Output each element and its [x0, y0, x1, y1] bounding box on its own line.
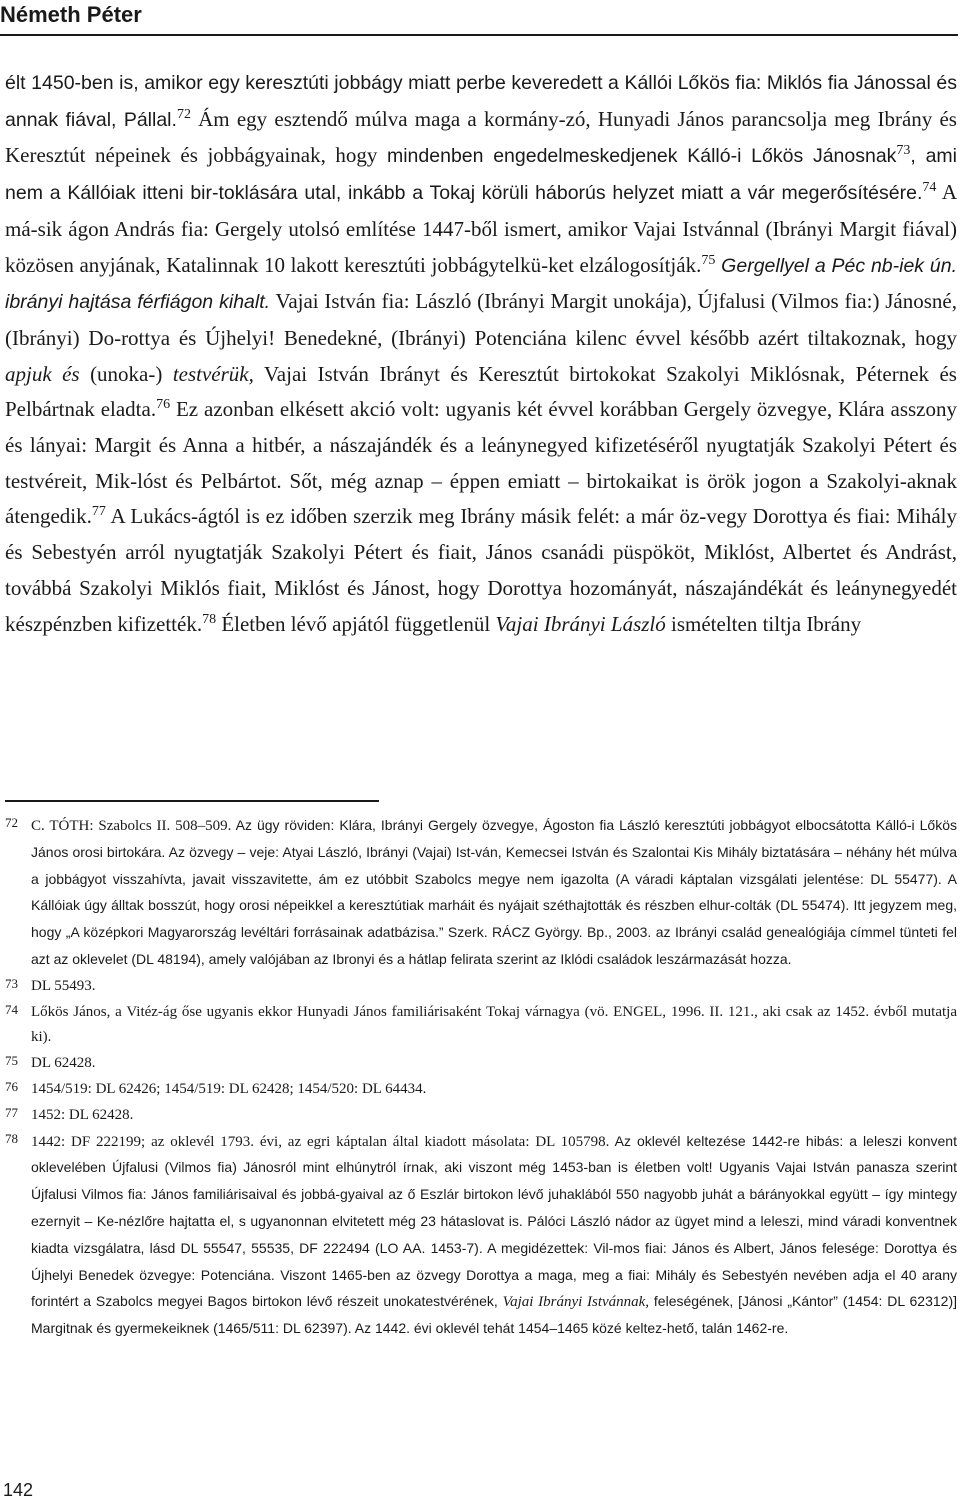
footnote-74	[5, 1000, 957, 1052]
footnote-ref-77[interactable]: 77	[91, 504, 106, 520]
main-paragraph	[5, 65, 957, 642]
text-run: Vajai István fia: László (Ibrányi Margit unokája), Újfalusi (Vilmos fia:) Jánosné, (Ibrányi) Do-rottya és Újhelyi! Benedekné, (Ibrányi) Potenciána kilenc évvel később azért tiltakoznak, hogy	[5, 289, 957, 350]
text-run-italic: Vajai Ibrányi László	[495, 611, 666, 636]
footnote-number: 74	[5, 1001, 18, 1017]
text-run: (unoka-)	[79, 361, 173, 386]
footnote-number: 76	[5, 1078, 18, 1094]
footnote-72	[5, 813, 957, 974]
footnote-run: Ugyanis Vajai István panasza szerint Újfalusi Vilmos fia: János familiárisaival és jobbá-gyaival az ő Eszlár birtokon lévő juhaklából 550 nagyobb juhát a bárányokkal együtt – így mintegy ezernyit – Ke-nézlőre hajtatta el, s ugyanonnan elvitetett még 23 hátaslovat is. Pálóci László nádor az ügyet mind a leleszi, mind váradi konventnek kiadta vizsgálatra, lásd DL 55547, 55535, DF 222494 (LO AA. 1453-7). A megidézettek: Vil-mos fiai: János és Albert, János felesége: Dorottya és Újhelyi Benedek özvegye: Potenciána.	[31, 1159, 957, 1283]
footnote-run: 1442: DF 222199; az oklevél 1793. évi, az egri káptalan által kiadott másolata: DL 105798.	[31, 1133, 610, 1150]
footnote-run: Az oklevél keltezése 1442-re hibás: a leleszi konvent oklevelében Újfalusi (Vilmos fia) Jánosról mint elhúnytról írnak, aki viszont még 1453-ban is életben volt!	[31, 1132, 957, 1176]
footnote-text: DL 55493.	[31, 977, 96, 994]
footnote-number: 75	[5, 1053, 18, 1069]
header-rule	[0, 34, 958, 36]
text-run: ismételten tiltja Ibrány	[665, 611, 862, 636]
footnote-ref-73[interactable]: 73	[896, 143, 911, 159]
text-run: Ez azonban elkésett akció volt: ugyanis két évvel korábban Gergely özvegye, Klára asszony és lányai: Margit és Anna a hitbér, a nászajándék és a leánynegyed kifizetéséről nyugtatják Szakolyi Pétert és testvéreit, Mik-lóst és Pelbártot. Sőt, még aznap – éppen emiatt – birtokaikat is örök jogon a Szakolyi-aknak átengedik.	[5, 397, 957, 529]
footnote-76	[5, 1077, 957, 1103]
text-run: A má-sik ágon András fia: Gergely utolsó említése 1447-ből ismert, amikor Vajai Istvánnal (Ibrányi Margit fiával) közösen anyjának, Katalinnak 10 lakott keresztúti jobbágytelkü-ket elzálogosítják.	[5, 180, 957, 277]
footnote-number: 73	[5, 975, 18, 991]
footnote-run: C. TÓTH: Szabolcs II. 508–509.	[31, 818, 232, 834]
footnote-ref-78[interactable]: 78	[202, 611, 217, 627]
text-run: mindenben engedelmeskedjenek Kálló-i Lőkös Jánosnak	[386, 145, 897, 168]
footnote-77	[5, 1103, 957, 1129]
text-run: A Lukács-ágtól is ez időben szerzik meg Ibrány másik felét: a már öz-vegy Dorottya és fiai: Mihály és Sebestyén arról nyugtatják Szakolyi Pétert és fiait, János csanádi püspököt, Miklóst, Albertet és Andrást, továbbá Szakolyi Miklós fiait, Miklóst és Jánost, hogy Dorottya hozományát, nászajándékát és leánynegyedét készpénzben kifizették.	[5, 504, 957, 636]
footnote-text: Lőkös János, a Vitéz-ág őse ugyanis ekkor Hunyadi János familiárisaként Tokaj várnagya (vö. ENGEL, 1996. II. 121., aki csak az 1452. évből mutatja ki).	[31, 1003, 957, 1046]
footnote-number: 78	[5, 1130, 18, 1146]
footnote-text: DL 62428.	[31, 1055, 96, 1072]
footnote-text: 1454/519: DL 62426; 1454/519: DL 62428; 1454/520: DL 64434.	[31, 1080, 427, 1097]
text-run: , ami nem a Kállóiak itteni bir-toklására utal, inkább a Tokaj körüli háborús helyzet miatt a vár megerősítésére.	[5, 145, 957, 205]
footnote-ref-76[interactable]: 76	[156, 397, 171, 413]
footnote-text	[31, 1134, 957, 1338]
footnote-run: Viszont 1465-ben az özvegy Dorottya a maga, meg a fiai: Mihály és Sebestyén nevében adja el 40 arany forintért a Szabolcs megyei Bagos birtokon lévő részeit unokatestvérének,	[31, 1266, 957, 1310]
footnote-78	[5, 1129, 957, 1343]
footnote-text	[31, 818, 957, 968]
footnote-number: 77	[5, 1104, 18, 1120]
text-run: Életben lévő apjától függetlenül	[216, 611, 496, 636]
footnote-ref-75[interactable]: 75	[701, 252, 716, 268]
footnotes	[5, 813, 957, 1343]
footnote-separator	[5, 800, 379, 802]
page-number: 142	[3, 1480, 34, 1500]
text-run: Vajai István Ibrányt és Keresztút birtokokat Szakolyi Miklósnak, Péternek és Pelbártnak eladta.	[5, 361, 957, 422]
main-text	[5, 65, 957, 642]
text-run-italic: Gergellyel a Péc nb-iek ún. ibrányi hajtása férfiágon kihalt.	[5, 254, 958, 314]
footnote-73	[5, 974, 957, 1000]
footnote-number: 72	[5, 815, 18, 830]
footnote-run: Az ügy röviden: Klára, Ibrányi Gergely özvegye, Ágoston fia László keresztúti jobbágyot elbocsátotta Kálló-i Lőkös János orosi birtokára. Az özvegy – veje: Atyai László, Ibrányi (Vajai) Ist-ván, Kemecsei István és Szalontai Kis Mihály biztatására – néhány hét múlva a jobbágyot visszahívta, javait visszavitette, ám ez utóbbit Szabolcs megye nem igazolta (A váradi káptalan vizsgálati jelentése: DL 55477). A Kállóiak úgy álltak bosszút, hogy orosi népeikkel a keresztútiak marháit és nyájait széthajtották és részben elhur-colták (DL 55474). Itt jegyzem meg, hogy „A középkori Magyarország levéltári forrásainak adatbázisa.” Szerk. RÁCZ György. Bp., 2003. az Ibrányi család genealógiája címmel tünteti fel azt az oklevelet (DL 48194), amely valójában az Ibronyi és a hátlap felirata szerint az Iklódi családok leszármazását hozza.	[31, 817, 958, 967]
footnote-ref-74[interactable]: 74	[922, 180, 937, 196]
text-run-italic: apjuk és	[5, 361, 80, 386]
text-run-italic: testvérük,	[172, 361, 254, 386]
text-run: élt 1450-ben is, amikor egy keresztúti jobbágy miatt perbe keveredett a Kállói Lőkös fia: Miklós fia Jánossal és annak fiával, Pállal.	[5, 72, 957, 131]
text-run: Ám egy esztendő múlva maga a kormány-zó, Hunyadi János parancsolja meg Ibrány és Keresztút népeinek és jobbágyainak, hogy	[5, 106, 957, 168]
running-header-author: Németh Péter	[0, 2, 142, 27]
footnote-run: feleségének, [Jánosi „Kántor” (1454: DL 62312)] Margitnak és gyermekeiknek (1465/511: DL 62397). Az 1442. évi oklevél tehát 1454–1465 közé keltez-hető, talán 1462-re.	[31, 1293, 957, 1337]
footnote-text: 1452: DL 62428.	[31, 1106, 134, 1123]
footnote-75	[5, 1051, 957, 1077]
footnote-ref-72[interactable]: 72	[176, 106, 191, 122]
footnote-run-italic: Vajai Ibrányi Istvánnak,	[502, 1294, 650, 1311]
